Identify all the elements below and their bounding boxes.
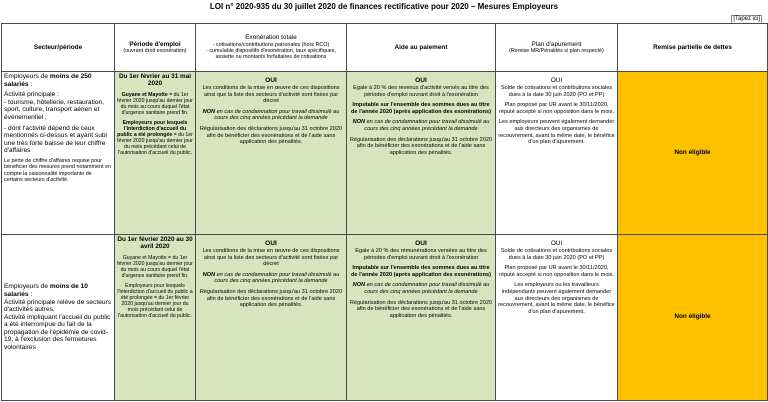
row1-exoneration-cell: [196, 72, 347, 235]
header-periode-emploi: Période d'emploi (ouvrant droit exonération): [115, 24, 196, 72]
row1-aide-regularisation: Régularisation des déclarations jusqu'au 31 octobre 2020 afin de bénéficier des exonérations et de l'aide sans application des pénalités.: [349, 136, 493, 156]
row1-remise-cell: [618, 72, 768, 235]
row2-period-prolongee: Employeurs pour lesquels l'interdiction d'accueil du public a été prolongée = du 1er février 2020 jusqu'au dernier jour du mois précédant celui de l'autorisation d'accueil du public.: [117, 282, 193, 319]
row1-period-guyane: Guyane et Mayotte = du 1er février 2020 jusqu'au dernier jour du mois au cours duquel l'état d'urgence sanitaire prend fin.: [117, 91, 193, 116]
row1-exo-non: NON en cas de condamnation pour travail dissimulé au cours des cinq années précédant la demande: [202, 108, 340, 122]
row2-aide-cell: [347, 235, 496, 401]
table-row: [2, 235, 768, 401]
row2-exo-oui: OUI: [265, 240, 277, 247]
row1-sector-heading: Employeurs de moins de 250 salariés :: [4, 73, 92, 88]
row1-exo-oui: OUI: [265, 77, 277, 84]
row1-aide-text: Egale à 20 % des revenus d'activité versés au titre des périodes d'emploi ouvrant droit à l'exonération: [353, 85, 489, 98]
row2-plan-propose: Plan proposé par UR avant le 30/11/2020, réputé accepté si non opposition dans le mois.: [498, 265, 615, 278]
row2-aide-imputable: Imputable sur l'ensemble des sommes dues au titre de l'année 2020 (après application des exonérations): [351, 265, 491, 278]
header-remise-partielle: Remise partielle de dettes: [618, 24, 768, 72]
row2-aide-regularisation: Régularisation des déclarations jusqu'au 31 octobre 2020 afin de bénéficier des exonérations et de l'aide sans application des pénalités.: [349, 299, 493, 319]
row1-period-title: Du 1er février au 31 mai 2020: [118, 73, 192, 88]
row1-sector-cell: [2, 72, 115, 235]
row1-period-cell: [115, 72, 196, 235]
row2-plan-oui: OUI: [550, 240, 563, 247]
row2-sector-activity: Activité principale relève de secteurs d'activités autres.: [4, 298, 112, 314]
row2-period-title: Du 1er février 2020 au 30 avril 2020: [117, 236, 193, 251]
row2-period-guyane: Guyane et Mayotte = du 1er février 2020 jusqu'au dernier jour du mois au cours duquel l'état d'urgence sanitaire prend fin.: [117, 254, 193, 279]
tapez-ici-placeholder[interactable]: [Tapez ici]: [733, 16, 760, 22]
row1-sector-activity: Activité principale :: [4, 91, 59, 99]
table-header-row: [2, 24, 768, 72]
row2-aide-oui: OUI: [415, 240, 427, 247]
row2-period-cell: [115, 235, 196, 401]
row2-aide-non: NON en cas de condamnation pour travail dissimulé au cours des cinq années précédant la demande: [352, 282, 490, 295]
row1-plan-employeurs: Les employeurs peuvent également demander aux directeurs des organismes de recouvrement, avant la même date, le bénéfice d'un plan d'apurement.: [498, 119, 615, 146]
header-plan-apurement: Plan d'apurement (Remise MR/Pénalités si plan respecté): [496, 24, 618, 72]
document-title: LOI n° 2020-935 du 30 juillet 2020 de finances rectificative pour 2020 – Mesures Employeurs: [209, 2, 559, 11]
row1-aide-oui: OUI: [415, 77, 427, 84]
row2-exo-regularisation: Régularisation des déclarations jusqu'au 31 octobre 2020 afin de bénéficier des exonérations et de l'aide sans application des pénalités.: [199, 288, 343, 309]
row2-sector-heading: Employeurs de moins de 10 salariés :: [4, 283, 88, 298]
row2-sector-interruption: Activité impliquant l'accueil du public a été interrompue du fait de la propagation de l'épidémie de covid-19, à l'exclusion des fermetures volontaires: [4, 313, 111, 352]
row2-exoneration-cell: [196, 235, 347, 401]
row2-plan-cell: [496, 235, 618, 401]
row1-exo-text: Les conditions de la mise en œuvre de ces dispositions ainsi que la liste des secteurs d'activité sont fixées par décret: [202, 85, 340, 105]
header-secteur-periode: Secteur/période: [2, 24, 115, 72]
row1-aide-non: NON en cas de condamnation pour travail dissimulé au cours des cinq années précédant la demande: [352, 119, 490, 132]
row1-exo-regularisation: Régularisation des déclarations jusqu'au 31 octobre 2020 afin de bénéficier des exonérations et de l'aide sans application des pénalités.: [199, 125, 343, 146]
header-exoneration-totale: Exonération totale - cotisations/contributions patronales (hors RCO) - cumulable dispositifs d'exonération, taux spécifiques, assiette ou montants forfaitaires de cotisations: [196, 24, 347, 72]
row2-aide-text: Egale à 20 % des rémunérations versées au titre des périodes d'emploi ouvrant droit à l'exonération: [355, 248, 487, 261]
row2-remise-cell: [618, 235, 768, 401]
row2-remise-text: Non éligible: [674, 313, 711, 321]
row1-aide-imputable: Imputable sur l'ensemble des sommes dues au titre de l'année 2020 (après application des exonérations): [351, 102, 491, 115]
measures-table: [1, 23, 768, 401]
row1-sector-list: - tourisme, hôtellerie, restauration, sport, culture, transport aérien et événementiel ;: [4, 98, 105, 121]
header-aide-paiement: Aide au paiement: [347, 24, 496, 72]
row1-remise-text: Non éligible: [674, 148, 711, 156]
row2-sector-cell: [2, 235, 115, 401]
row2-exo-non: NON en cas de condamnation pour travail dissimulé au cours des cinq années précédant la demande: [202, 271, 340, 285]
row1-plan-cell: [496, 72, 618, 235]
row2-plan-solde: Solde de cotisations et contributions sociales dues à la date 30 juin 2020 (PO et PP): [500, 248, 613, 261]
row1-plan-solde: Solde de cotisations et contributions sociales dues à la date 30 juin 2020 (PO et PP): [500, 85, 613, 98]
row1-period-prolongee: Employeurs pour lesquels l'interdiction d'accueil du public a été prolongée = du 1er février 2020 jusqu'au dernier jour du mois précédant celui de l'autorisation d'accueil du public.: [117, 119, 193, 156]
row1-sector-note: Le perte de chiffre d'affaires requise pour bénéficier des mesures prend notamment en compte la saisonnalité importante de certains secteurs d'activité.: [4, 157, 111, 183]
row1-sector-dependent: - dont l'activité dépend de ceux mentionnés ci-dessus et ayant subi une très forte baisse de leur chiffre d'affaires: [4, 124, 107, 155]
row1-aide-cell: [347, 72, 496, 235]
row2-plan-employeurs: Les employeurs ou les travailleurs indépendants peuvent également demander aux directeurs des organismes de recouvrement, avant la même date, le bénéfice d'un plan d'apurement.: [498, 282, 615, 315]
table-row: [2, 72, 768, 235]
row1-plan-propose: Plan proposé par UR avant le 30/11/2020, réputé accepté si non opposition dans le mois.: [498, 102, 615, 115]
row2-exo-text: Les conditions de la mise en œuvre de ces dispositions ainsi que la liste des secteurs d'activité sont fixées par décret: [202, 248, 340, 268]
row1-plan-oui: OUI: [550, 77, 563, 84]
